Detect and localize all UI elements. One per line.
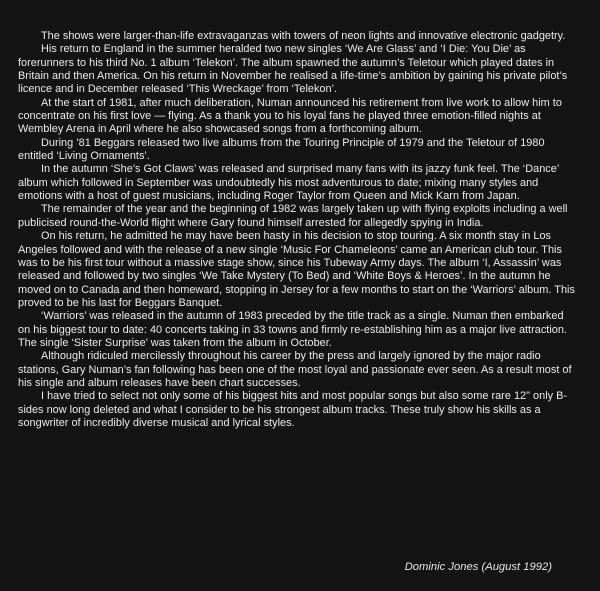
paragraph-1: The shows were larger-than-life extravaganzas with towers of neon lights and innovative electronic gadgetry. <box>41 30 566 42</box>
paragraph-4: During ’81 Beggars released two live albums from the Touring Principle of 1979 and the Teletour of 1980 entitled ‘Living Ornaments’. <box>18 136 545 163</box>
paragraph-3: At the start of 1981, after much deliberation, Numan announced his retirement from live work to allow him to concentrate on his first love — flying. As a thank you to his loyal fans he played three emotion-filled nights at Wembley Arena in April where he also showcased songs from a forthcoming album. <box>18 96 562 136</box>
liner-notes-text <box>18 30 578 430</box>
author-signature: Dominic Jones (August 1992) <box>404 561 552 573</box>
paragraph-6: The remainder of the year and the beginning of 1982 was largely taken up with flying exploits including a well publicised round-the-World flight where Gary found himself arrested for allegedly spying in India. <box>18 203 568 229</box>
paragraph-9: Although ridiculed mercilessly throughout his career by the press and largely ignored by the major radio stations, Gary Numan’s fan following has been one of the most loyal and passionate ever seen. As a result most of his single and album releases have been chart successes. <box>18 350 572 389</box>
paragraph-5: In the autumn ‘She’s Got Claws’ was released and surprised many fans with its jazzy funk feel. The ‘Dance’ album which followed in September was undoubtedly his most adventurous to date; mixing many styles and emotions with a host of guest musicians, including Roger Taylor from Queen and Mick Karn from Japan. <box>18 163 559 203</box>
paragraph-2: His return to England in the summer heralded two new singles ‘We Are Glass’ and ‘I Die: You Die’ as forerunners to his third No. 1 album ‘Telekon’. The album spawned the autumn’s Teletour which played dates in Britain and then America. On his return in November he realised a life-time’s ambition by gaining his private pilot’s licence and in December released ‘This Wreckage’ from ‘Telekon’. <box>18 43 568 96</box>
paragraph-7: On his return, he admitted he may have been hasty in his decision to stop touring. A six month stay in Los Angeles followed and with the release of a new single ‘Music For Chameleons’ came an American club tour. This was to be his first tour without a massive stage show, since his Tubeway Army days. The album ‘I, Assassin’ was released and followed by two singles ‘We Take Mystery (To Bed) and ‘White Boys & Heroes’. In the autumn he moved on to Canada and then homeward, stopping in Jersey for a few months to start on the ‘Warriors’ album. This proved to be his last for Beggars Banquet. <box>18 230 575 309</box>
paragraph-8: ‘Warriors’ was released in the autumn of 1983 preceded by the title track as a single. Numan then embarked on his biggest tour to date: 40 concerts taking in 33 towns and firmly re-establishing him as a major live attraction. The single ‘Sister Surprise’ was taken from the album in October. <box>18 310 567 349</box>
paragraph-10: I have tried to select not only some of his biggest hits and most popular songs but also some rare 12" only B-sides now long deleted and what I consider to be his strongest album tracks. These truly show his skills as a songwriter of incredibly diverse musical and lyrical styles. <box>18 390 568 429</box>
